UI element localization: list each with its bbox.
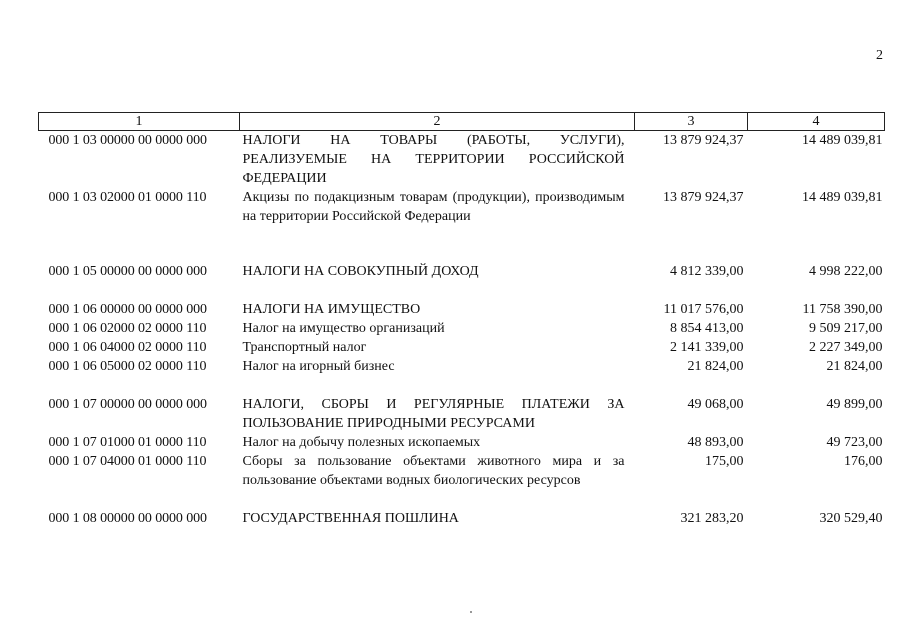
revenue-name: Сборы за пользование объектами животного мира и за пользование объектами водных биологических ресурсов — [242, 454, 625, 488]
amount-column-3: 11 017 576,00 — [663, 302, 744, 317]
column-header-2: 2 — [240, 113, 635, 131]
page-number: 2 — [876, 48, 883, 63]
table-row — [39, 131, 885, 189]
budget-code: 000 1 06 04000 02 0000 110 — [48, 340, 207, 355]
table-row — [39, 188, 885, 226]
table-row — [39, 262, 885, 281]
table-row — [39, 319, 885, 338]
revenue-name: НАЛОГИ НА СОВОКУПНЫЙ ДОХОД — [242, 264, 479, 279]
amount-column-3: 49 068,00 — [687, 397, 744, 412]
revenue-name: НАЛОГИ, СБОРЫ И РЕГУЛЯРНЫЕ ПЛАТЕЖИ ЗА ПОЛЬЗОВАНИЕ ПРИРОДНЫМИ РЕСУРСАМИ — [242, 397, 625, 431]
amount-column-4: 14 489 039,81 — [802, 133, 883, 148]
budget-code: 000 1 05 00000 00 0000 000 — [48, 264, 207, 279]
table-row — [39, 452, 885, 490]
amount-column-4: 11 758 390,00 — [802, 302, 883, 317]
table-row — [39, 509, 885, 528]
amount-column-3: 21 824,00 — [687, 359, 744, 374]
amount-column-3: 13 879 924,37 — [663, 133, 744, 148]
amount-column-4: 9 509 217,00 — [809, 321, 883, 336]
row-spacer — [39, 376, 885, 395]
budget-code: 000 1 06 02000 02 0000 110 — [48, 321, 207, 336]
table-row — [39, 395, 885, 433]
column-header-4: 4 — [748, 113, 885, 131]
amount-column-4: 4 998 222,00 — [809, 264, 883, 279]
table-row — [39, 300, 885, 319]
revenue-name: Транспортный налог — [242, 340, 367, 355]
table-row — [39, 433, 885, 452]
amount-column-3: 321 283,20 — [680, 511, 744, 526]
column-header-1: 1 — [39, 113, 240, 131]
amount-column-3: 175,00 — [705, 454, 744, 469]
row-spacer — [39, 226, 885, 262]
budget-code: 000 1 07 04000 01 0000 110 — [48, 454, 207, 469]
amount-column-4: 49 899,00 — [826, 397, 883, 412]
scan-speck — [470, 611, 472, 613]
budget-code: 000 1 03 02000 01 0000 110 — [48, 190, 207, 205]
amount-column-4: 176,00 — [844, 454, 883, 469]
budget-code: 000 1 03 00000 00 0000 000 — [48, 133, 207, 148]
row-spacer — [39, 490, 885, 509]
revenue-name: Налог на добычу полезных ископаемых — [242, 435, 481, 450]
column-header-3: 3 — [635, 113, 748, 131]
amount-column-3: 48 893,00 — [687, 435, 744, 450]
amount-column-4: 21 824,00 — [826, 359, 883, 374]
table-row — [39, 357, 885, 376]
budget-code: 000 1 07 00000 00 0000 000 — [48, 397, 207, 412]
row-spacer — [39, 281, 885, 300]
revenue-name: ГОСУДАРСТВЕННАЯ ПОШЛИНА — [242, 511, 459, 526]
budget-code: 000 1 08 00000 00 0000 000 — [48, 511, 207, 526]
amount-column-3: 4 812 339,00 — [670, 264, 744, 279]
budget-code: 000 1 07 01000 01 0000 110 — [48, 435, 207, 450]
amount-column-4: 14 489 039,81 — [802, 190, 883, 205]
table-row — [39, 338, 885, 357]
budget-code: 000 1 06 05000 02 0000 110 — [48, 359, 207, 374]
revenue-name: НАЛОГИ НА ТОВАРЫ (РАБОТЫ, УСЛУГИ), РЕАЛИЗУЕМЫЕ НА ТЕРРИТОРИИ РОССИЙСКОЙ ФЕДЕРАЦИИ — [242, 133, 625, 186]
revenue-name: Акцизы по подакцизным товарам (продукции), производимым на территории Российской Федерации — [242, 190, 625, 224]
column-number-header-row — [39, 113, 885, 131]
amount-column-3: 8 854 413,00 — [670, 321, 744, 336]
revenue-name: Налог на имущество организаций — [242, 321, 445, 336]
budget-revenue-table — [38, 112, 885, 528]
revenue-name: Налог на игорный бизнес — [242, 359, 395, 374]
amount-column-4: 2 227 349,00 — [809, 340, 883, 355]
amount-column-4: 49 723,00 — [826, 435, 883, 450]
amount-column-3: 2 141 339,00 — [670, 340, 744, 355]
amount-column-4: 320 529,40 — [819, 511, 883, 526]
amount-column-3: 13 879 924,37 — [663, 190, 744, 205]
revenue-name: НАЛОГИ НА ИМУЩЕСТВО — [242, 302, 421, 317]
budget-code: 000 1 06 00000 00 0000 000 — [48, 302, 207, 317]
